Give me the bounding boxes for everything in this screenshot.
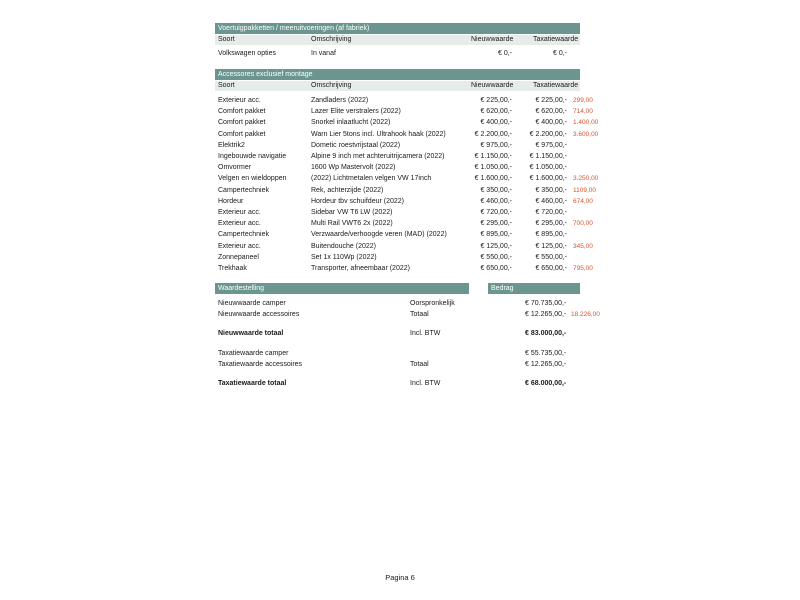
cell-soort: Exterieur acc. xyxy=(218,242,261,250)
valuation-desc: Oorspronkelijk xyxy=(410,300,455,307)
cell-taxatiewaarde: € 2.200,00,- xyxy=(529,130,567,138)
cell-nieuwwaarde: € 225,00,- xyxy=(480,97,512,104)
cell-omschrijving: Alpine 9 inch met achteruitrijcamera (2022) xyxy=(311,153,445,160)
table-row xyxy=(215,173,615,184)
cell-taxatiewaarde: € 1.600,00,- xyxy=(529,175,567,183)
cell-nieuwwaarde: € 125,00,- xyxy=(480,242,512,250)
table-row xyxy=(215,241,615,252)
cell-nieuwwaarde: € 650,00,- xyxy=(480,265,512,272)
cell-taxatiewaarde: € 400,00,- xyxy=(535,119,567,127)
header-taxatiewaarde: Taxatiewaarde xyxy=(533,36,579,43)
cell-nieuwwaarde: € 400,00,- xyxy=(480,119,512,127)
valuation-value: € 12.265,00,- xyxy=(525,311,567,318)
valuation-row xyxy=(215,298,615,309)
section1-title: Voertuigpakketten / meeruitvoeringen (af fabriek) xyxy=(218,25,370,32)
cell-note: 345,00 xyxy=(573,242,593,250)
cell-note: 795,00 xyxy=(573,265,593,272)
valuation-label: Taxatiewaarde totaal xyxy=(218,380,287,387)
header-soort: Soort xyxy=(218,36,235,43)
cell-soort: Velgen en wieldoppen xyxy=(218,175,287,183)
table-row xyxy=(215,162,615,173)
section1-title-bar xyxy=(215,23,580,34)
cell-nieuwwaarde: € 2.200,00,- xyxy=(474,130,512,138)
cell-soort: Campertechniek xyxy=(218,186,269,194)
table-row xyxy=(215,196,615,207)
cell-nieuwwaarde: € 460,00,- xyxy=(480,197,512,205)
cell-soort: Volkswagen opties xyxy=(218,50,276,57)
cell-omschrijving: Rek, achterzijde (2022) xyxy=(311,186,384,194)
cell-soort: Exterieur acc. xyxy=(218,220,261,228)
cell-taxatiewaarde: € 295,00,- xyxy=(535,220,567,228)
cell-nieuwwaarde: € 720,00,- xyxy=(480,209,512,216)
cell-taxatiewaarde: € 1.150,00,- xyxy=(529,153,567,160)
header-nieuwwaarde: Nieuwwaarde xyxy=(471,82,514,89)
header-omschrijving: Omschrijving xyxy=(311,36,352,43)
valuation-desc: Totaal xyxy=(410,361,429,368)
valuation-row xyxy=(215,309,615,320)
table-row xyxy=(215,140,615,151)
cell-note: 3.600,00 xyxy=(573,130,599,138)
cell-omschrijving: Buitendouche (2022) xyxy=(311,242,376,250)
valuation-label: Taxatiewaarde camper xyxy=(218,350,289,357)
valuation-value: € 12.265,00,- xyxy=(525,361,567,368)
cell-note: 299,00 xyxy=(573,97,593,104)
table-row xyxy=(215,129,615,140)
table-row xyxy=(215,207,615,218)
cell-soort: Comfort pakket xyxy=(218,119,266,127)
cell-nieuwwaarde: € 975,00,- xyxy=(480,141,512,149)
table-row xyxy=(215,218,615,229)
cell-taxatiewaarde: € 620,00,- xyxy=(535,108,567,116)
cell-omschrijving: Snorkel inlaatlucht (2022) xyxy=(311,119,391,127)
cell-omschrijving: Transporter, afneembaar (2022) xyxy=(311,265,410,272)
cell-note: 3.250,00 xyxy=(573,175,599,183)
cell-soort: Comfort pakket xyxy=(218,108,266,116)
cell-omschrijving: Hordeur tbv schuifdeur (2022) xyxy=(311,197,404,205)
cell-soort: Trekhaak xyxy=(218,265,247,272)
cell-omschrijving: 1600 Wp Mastervolt (2022) xyxy=(311,164,396,172)
section1-header-row xyxy=(215,35,580,45)
section2-title: Accessores exclusief montage xyxy=(218,71,313,78)
cell-omschrijving: Lazer Elite verstralers (2022) xyxy=(311,108,401,116)
valuation-value: € 70.735,00,- xyxy=(525,300,567,307)
cell-omschrijving: Set 1x 110Wp (2022) xyxy=(311,253,377,261)
valuation-note: 18.226,00 xyxy=(571,311,600,318)
cell-nieuwwaarde: € 895,00,- xyxy=(480,231,512,239)
section2-title-bar xyxy=(215,69,580,80)
valuation-value: € 55.735,00,- xyxy=(525,350,567,357)
cell-omschrijving: Warn Lier 5tons incl. Ultrahook haak (2022) xyxy=(311,130,446,138)
cell-taxatiewaarde: € 0,- xyxy=(552,50,567,57)
cell-nieuwwaarde: € 1.050,00,- xyxy=(474,164,512,172)
cell-soort: Zonnepaneel xyxy=(218,253,259,261)
cell-soort: Ingebouwde navigatie xyxy=(218,153,287,160)
cell-omschrijving: Sidebar VW T6 LW (2022) xyxy=(311,209,393,216)
cell-omschrijving: Zandladers (2022) xyxy=(311,97,369,104)
cell-taxatiewaarde: € 350,00,- xyxy=(535,186,567,194)
table-row xyxy=(215,106,615,117)
header-taxatiewaarde: Taxatiewaarde xyxy=(533,82,579,89)
valuation-row xyxy=(215,348,615,359)
cell-note: 1109,00 xyxy=(573,186,597,194)
table-row xyxy=(215,185,615,196)
valuation-value: € 83.000,00,- xyxy=(525,330,567,337)
cell-taxatiewaarde: € 975,00,- xyxy=(535,141,567,149)
table-row xyxy=(215,263,615,274)
header-soort: Soort xyxy=(218,82,235,89)
section3-title: Waardestelling xyxy=(218,285,265,292)
cell-taxatiewaarde: € 225,00,- xyxy=(535,97,567,104)
valuation-total-row xyxy=(215,328,615,339)
bedrag-title-bar xyxy=(488,283,580,294)
bedrag-title: Bedrag xyxy=(491,285,514,292)
page-number: Pagina 6 xyxy=(385,573,415,582)
cell-omschrijving: Dometic roestvrijstaal (2022) xyxy=(311,141,401,149)
cell-omschrijving: Multi Rail VWT6 2x (2022) xyxy=(311,220,393,228)
cell-note: 714,00 xyxy=(573,108,593,116)
cell-nieuwwaarde: € 0,- xyxy=(497,50,512,57)
table-row xyxy=(215,48,580,59)
cell-taxatiewaarde: € 720,00,- xyxy=(535,209,567,216)
cell-taxatiewaarde: € 895,00,- xyxy=(535,231,567,239)
cell-taxatiewaarde: € 550,00,- xyxy=(535,253,567,261)
cell-nieuwwaarde: € 295,00,- xyxy=(480,220,512,228)
cell-taxatiewaarde: € 1.050,00,- xyxy=(529,164,567,172)
cell-note: 1.400,00 xyxy=(573,119,599,127)
valuation-desc: Incl. BTW xyxy=(410,330,441,337)
valuation-desc: Incl. BTW xyxy=(410,380,441,387)
cell-soort: Omvormer xyxy=(218,164,252,172)
valuation-label: Nieuwwaarde camper xyxy=(218,300,286,307)
table-row xyxy=(215,151,615,162)
valuation-total-row xyxy=(215,378,615,389)
valuation-label: Taxatiewaarde accessoires xyxy=(218,361,303,368)
cell-soort: Exterieur acc. xyxy=(218,97,261,104)
header-omschrijving: Omschrijving xyxy=(311,82,352,89)
cell-note: 700,00 xyxy=(573,220,593,228)
valuation-label: Nieuwwaarde accessoires xyxy=(218,311,300,318)
cell-taxatiewaarde: € 650,00,- xyxy=(535,265,567,272)
section2-header-row xyxy=(215,81,580,91)
valuation-label: Nieuwwaarde totaal xyxy=(218,330,284,337)
section3-title-bar xyxy=(215,283,469,294)
cell-nieuwwaarde: € 350,00,- xyxy=(480,186,512,194)
table-row xyxy=(215,117,615,128)
cell-soort: Campertechniek xyxy=(218,231,269,239)
cell-taxatiewaarde: € 460,00,- xyxy=(535,197,567,205)
header-nieuwwaarde: Nieuwwaarde xyxy=(471,36,514,43)
cell-soort: Comfort pakket xyxy=(218,130,266,138)
cell-nieuwwaarde: € 550,00,- xyxy=(480,253,512,261)
cell-nieuwwaarde: € 1.150,00,- xyxy=(474,153,512,160)
table-row xyxy=(215,252,615,263)
table-row xyxy=(215,95,615,106)
cell-omschrijving: Verzwaarde/verhoogde veren (MAD) (2022) xyxy=(311,231,447,239)
table-row xyxy=(215,229,615,240)
cell-soort: Hordeur xyxy=(218,197,244,205)
cell-nieuwwaarde: € 1.600,00,- xyxy=(474,175,512,183)
cell-nieuwwaarde: € 620,00,- xyxy=(480,108,512,116)
valuation-row xyxy=(215,359,615,370)
cell-soort: Elektrik2 xyxy=(218,141,245,149)
valuation-desc: Totaal xyxy=(410,311,429,318)
cell-taxatiewaarde: € 125,00,- xyxy=(535,242,567,250)
cell-omschrijving: (2022) Lichtmetalen velgen VW 17inch xyxy=(311,175,432,183)
cell-soort: Exterieur acc. xyxy=(218,209,261,216)
cell-note: 674,00 xyxy=(573,197,593,205)
cell-omschrijving: In vanaf xyxy=(311,50,336,57)
valuation-value: € 68.000,00,- xyxy=(525,380,567,387)
